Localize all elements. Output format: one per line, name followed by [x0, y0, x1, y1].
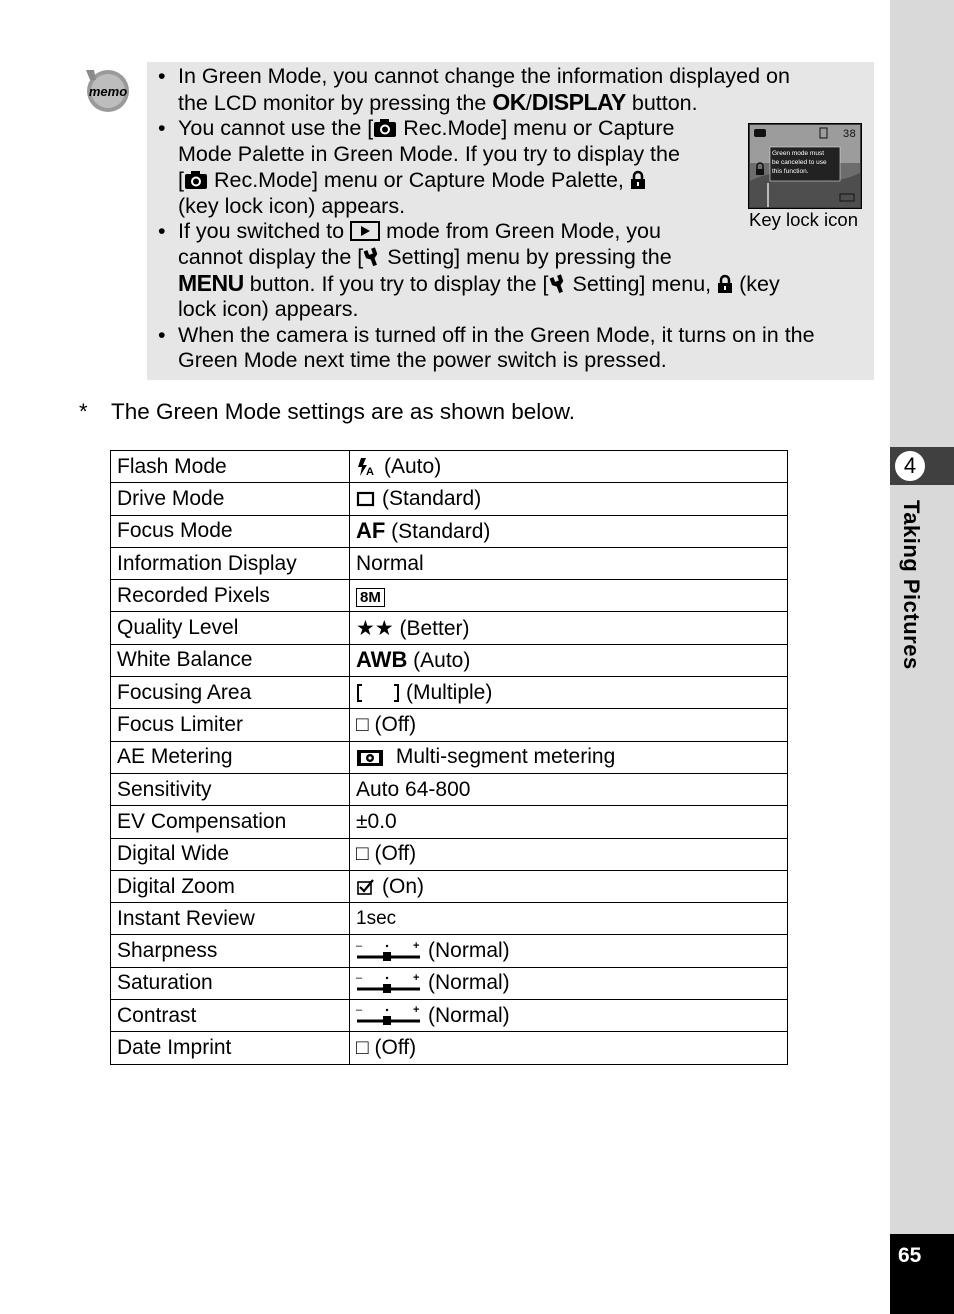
setting-value: □ (Off) — [350, 1032, 788, 1064]
setting-name: Digital Wide — [111, 838, 350, 870]
memo-line-9 — [178, 270, 780, 297]
setting-value: (On) — [382, 874, 424, 898]
setting-value: □ (Off) — [350, 838, 788, 870]
svg-text:A: A — [366, 466, 374, 479]
table-row — [111, 709, 788, 741]
setting-value: (Better) — [399, 616, 470, 640]
setting-value-cell — [350, 580, 788, 612]
table-row — [111, 677, 788, 709]
memo-line-7 — [178, 218, 661, 244]
setting-value: (Standard) — [382, 486, 482, 510]
memo-line-10: lock icon) appears. — [178, 297, 359, 321]
bullet: • — [158, 219, 166, 243]
setting-value: Normal — [350, 547, 788, 579]
lcd-message-line-1: Green mode must — [772, 150, 825, 157]
memo-icon — [80, 66, 132, 112]
table-row — [111, 935, 788, 967]
lcd-screen-thumbnail — [748, 123, 862, 209]
memo-text: Setting] menu by pressing the — [387, 245, 672, 269]
table-row — [111, 1000, 788, 1032]
setting-value: (Normal) — [428, 1003, 510, 1027]
setting-name: Instant Review — [111, 903, 350, 935]
note-text: The Green Mode settings are as shown below. — [111, 399, 576, 424]
checked-box-icon — [356, 878, 376, 896]
memo-line-4: Mode Palette in Green Mode. If you try to display the — [178, 142, 680, 166]
table-row — [111, 1032, 788, 1064]
setting-value: (Normal) — [428, 971, 510, 995]
setting-name: Recorded Pixels — [111, 580, 350, 612]
setting-value-cell — [350, 677, 788, 709]
memo-line-2 — [178, 89, 698, 116]
setting-value: (Auto) — [413, 649, 471, 673]
setting-name: White Balance — [111, 644, 350, 676]
lcd-caption: Key lock icon — [749, 209, 858, 230]
memo-text: You cannot use the [ — [178, 116, 374, 140]
wrench-icon — [363, 247, 381, 267]
setting-value-cell — [350, 483, 788, 515]
key-lock-icon — [630, 170, 646, 190]
table-row — [111, 870, 788, 902]
table-row — [111, 644, 788, 676]
setting-name: Sensitivity — [111, 773, 350, 805]
bullet: • — [158, 64, 166, 88]
setting-value: (Auto) — [384, 454, 442, 478]
memo-line-1: In Green Mode, you cannot change the information displayed on — [178, 64, 790, 88]
memo-line-3 — [178, 115, 675, 141]
table-row — [111, 773, 788, 805]
memo-text: button. — [631, 91, 698, 115]
memo-text: cannot display the [ — [178, 245, 364, 269]
setting-name: Digital Zoom — [111, 870, 350, 902]
setting-value: Auto 64-800 — [350, 773, 788, 805]
table-row — [111, 903, 788, 935]
setting-value: (Multiple) — [406, 680, 493, 704]
playback-icon — [350, 221, 380, 241]
setting-name: Focus Limiter — [111, 709, 350, 741]
memo-text: If you switched to — [178, 219, 345, 243]
memo-text: mode from Green Mode, you — [386, 219, 661, 243]
memo-text: the LCD monitor by pressing the — [178, 91, 487, 115]
setting-name: Flash Mode — [111, 451, 350, 483]
svg-text:+: + — [413, 1005, 420, 1017]
svg-text:+: + — [413, 940, 420, 952]
bullet: • — [158, 323, 166, 347]
setting-value-cell — [350, 967, 788, 999]
setting-value-cell — [350, 741, 788, 773]
camera-icon — [184, 170, 208, 190]
setting-value-cell — [350, 935, 788, 967]
table-row — [111, 612, 788, 644]
memo-line-8 — [178, 244, 672, 270]
setting-name: Date Imprint — [111, 1032, 350, 1064]
page-number: 65 — [898, 1244, 922, 1267]
memo-line-6: (key lock icon) appears. — [178, 194, 406, 218]
table-row — [111, 838, 788, 870]
wrench-icon — [549, 274, 567, 294]
two-stars-icon: ★★ — [356, 616, 394, 640]
setting-name: Quality Level — [111, 612, 350, 644]
memo-text: button. If you try to display the [ — [249, 272, 549, 296]
bullet: • — [158, 116, 166, 140]
lcd-message-line-3: this function. — [772, 168, 809, 175]
setting-name: Drive Mode — [111, 483, 350, 515]
setting-name: Focus Mode — [111, 515, 350, 547]
setting-name: Sharpness — [111, 935, 350, 967]
setting-value-cell — [350, 1000, 788, 1032]
setting-name: Contrast — [111, 1000, 350, 1032]
setting-value-cell — [350, 515, 788, 547]
setting-name: EV Compensation — [111, 806, 350, 838]
key-lock-icon — [717, 274, 733, 294]
camera-icon — [373, 118, 397, 138]
table-row — [111, 515, 788, 547]
table-row — [111, 741, 788, 773]
setting-name: Saturation — [111, 967, 350, 999]
svg-text:–: – — [356, 972, 363, 984]
table-row — [111, 483, 788, 515]
awb-icon: AWB — [356, 647, 408, 673]
memo-line-5 — [178, 167, 646, 193]
table-row — [111, 547, 788, 579]
lcd-message-line-2: be canceled to use — [772, 159, 827, 166]
setting-value: 1sec — [350, 903, 788, 935]
chapter-number: 4 — [893, 449, 927, 483]
svg-text:–: – — [356, 1005, 363, 1017]
slash: / — [525, 91, 532, 115]
8m-icon — [356, 588, 385, 607]
svg-text:+: + — [413, 972, 420, 984]
scale-normal-icon — [356, 1005, 422, 1027]
memo-line-12: Green Mode next time the power switch is pressed. — [178, 348, 667, 372]
af-icon: AF — [356, 518, 386, 544]
display-button-label: DISPLAY — [531, 89, 626, 115]
memo-text: Rec.Mode] menu or Capture — [403, 116, 675, 140]
table-row — [111, 580, 788, 612]
table-row — [111, 967, 788, 999]
green-mode-settings-table — [110, 450, 788, 1065]
8m-icon-label: 8M — [360, 588, 381, 606]
scale-normal-icon — [356, 973, 422, 995]
memo-text: [ — [178, 168, 184, 192]
menu-button-label: MENU — [178, 270, 244, 296]
memo-text: Setting] menu, — [572, 272, 712, 296]
memo-text: Rec.Mode] menu or Capture Mode Palette, — [213, 168, 624, 192]
memo-icon-label: memo — [88, 84, 128, 99]
setting-name: AE Metering — [111, 741, 350, 773]
flash-auto-icon — [356, 456, 378, 478]
memo-line-11: When the camera is turned off in the Green Mode, it turns on in the — [178, 323, 815, 347]
scale-normal-icon — [356, 941, 422, 963]
setting-value: (Normal) — [428, 939, 510, 963]
setting-value: □ (Off) — [350, 709, 788, 741]
standard-frame-icon — [356, 490, 376, 508]
setting-value: ±0.0 — [350, 806, 788, 838]
memo-text: (key — [739, 272, 780, 296]
svg-text:–: – — [356, 940, 363, 952]
lcd-counter: 38 — [842, 129, 856, 141]
table-row — [111, 451, 788, 483]
ok-button-label: OK — [492, 89, 526, 115]
setting-value-cell — [350, 870, 788, 902]
setting-value: (Standard) — [391, 520, 491, 544]
setting-value: Multi-segment metering — [395, 745, 616, 769]
multi-af-bracket-icon — [356, 683, 400, 703]
setting-name: Information Display — [111, 547, 350, 579]
multi-segment-metering-icon — [356, 748, 384, 768]
setting-value-cell — [350, 612, 788, 644]
setting-name: Focusing Area — [111, 677, 350, 709]
note-marker: * — [79, 399, 88, 424]
table-row — [111, 806, 788, 838]
setting-value-cell — [350, 644, 788, 676]
setting-value-cell — [350, 451, 788, 483]
chapter-title: Taking Pictures — [899, 500, 924, 670]
